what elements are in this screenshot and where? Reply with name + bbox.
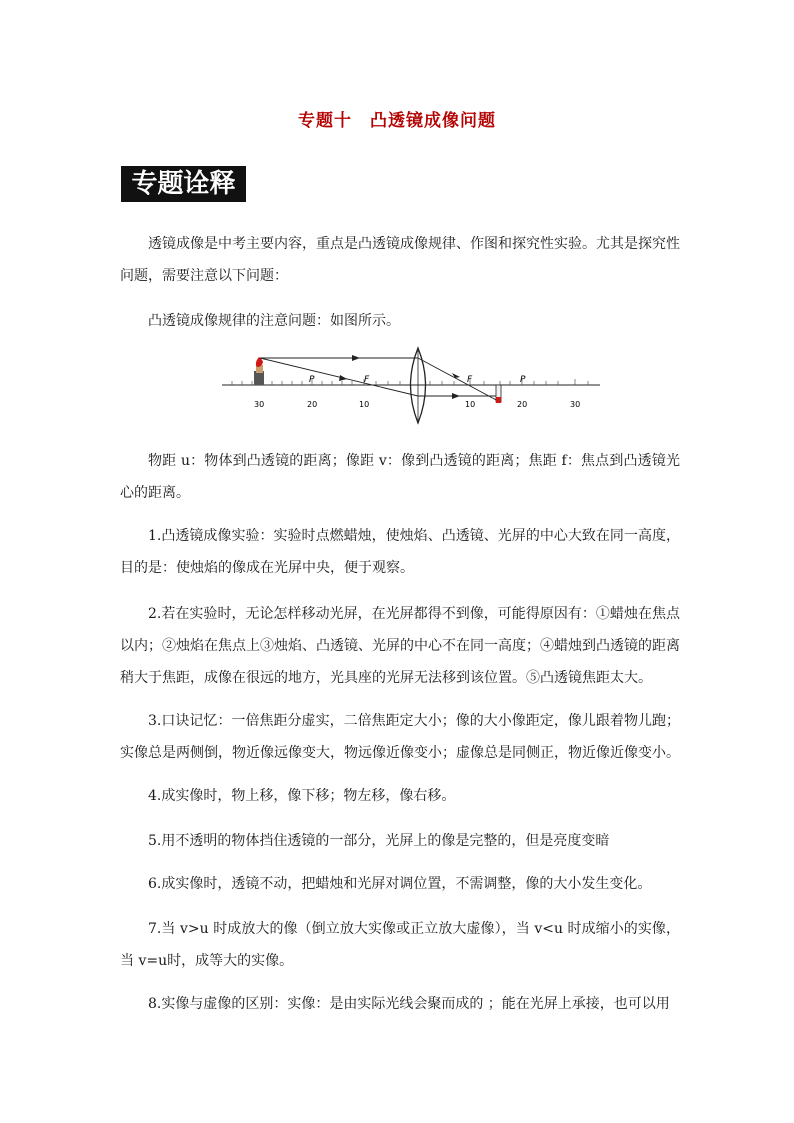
list-item-3: 3.口诀记忆：一倍焦距分虚实，二倍焦距定大小；像的大小像距定，像儿跟着物儿跑；实像总是两侧倒，物近像远像变大，物远像近像变小；虚像总是同侧正，物近像近像变小。 xyxy=(120,713,680,761)
rule-heading: 凸透镜成像规律的注意问题：如图所示。 xyxy=(148,313,400,329)
list-item-4: 4.成实像时，物上移，像下移；物左移，像右移。 xyxy=(148,788,456,804)
ray-through-focus xyxy=(260,358,418,396)
image-flame-icon xyxy=(496,397,501,403)
page-title: 专题十 凸透镜成像问题 xyxy=(298,111,496,131)
tick-right-20: 20 xyxy=(517,400,528,409)
label-f-left: F xyxy=(364,375,370,385)
ray-arrow-1 xyxy=(352,355,360,361)
tick-left-10: 10 xyxy=(359,400,370,409)
label-f-right: F xyxy=(467,375,473,385)
list-item-6: 6.成实像时，透镜不动，把蜡烛和光屏对调位置，不需调整，像的大小发生变化。 xyxy=(148,876,652,892)
list-item-7: 7.当 v>u 时成放大的像（倒立放大实像或正立放大虚像），当 v<u 时成缩小的实像，当 v=u时，成等大的实像。 xyxy=(120,921,680,969)
tick-right-10: 10 xyxy=(465,400,476,409)
lens-diagram xyxy=(0,345,794,425)
candle-holder xyxy=(254,371,264,385)
ray-arrow-4 xyxy=(452,393,460,399)
section-badge-label: 专题诠释 xyxy=(131,169,236,199)
tick-left-30: 30 xyxy=(254,400,265,409)
intro-paragraph: 透镜成像是中考主要内容，重点是凸透镜成像规律、作图和探究性实验。尤其是探究性问题，需要注意以下问题： xyxy=(120,236,680,284)
list-item-1: 1.凸透镜成像实验：实验时点燃蜡烛，使烛焰、凸透镜、光屏的中心大致在同一高度，目的是：使烛焰的像成在光屏中央，便于观察。 xyxy=(120,528,680,576)
list-item-5: 5.用不透明的物体挡住透镜的一部分，光屏上的像是完整的，但是亮度变暗 xyxy=(148,833,610,849)
label-p-left: P xyxy=(309,375,315,385)
ray-refracted-1 xyxy=(418,358,500,402)
ray-arrow-3 xyxy=(339,375,347,381)
list-item-2: 2.若在实验时，无论怎样移动光屏，在光屏都得不到像，可能得原因有：①蜡烛在焦点以内；②烛焰在焦点上③烛焰、凸透镜、光屏的中心不在同一高度；④蜡烛到凸透镜的距离稍大于焦距，成像在很远的地方，光具座的光屏无法移到该位置。⑤凸透镜焦距太大。 xyxy=(120,606,680,686)
tick-left-20: 20 xyxy=(307,400,318,409)
definitions-paragraph: 物距 u：物体到凸透镜的距离；像距 v：像到凸透镜的距离；焦距 f：焦点到凸透镜光心的距离。 xyxy=(120,453,680,501)
section-badge xyxy=(121,166,246,202)
list-item-8: 8.实像与虚像的区别：实像：是由实际光线会聚而成的 ；能在光屏上承接，也可以用 xyxy=(148,996,670,1012)
label-p-right: P xyxy=(520,375,526,385)
tick-right-30: 30 xyxy=(570,400,581,409)
